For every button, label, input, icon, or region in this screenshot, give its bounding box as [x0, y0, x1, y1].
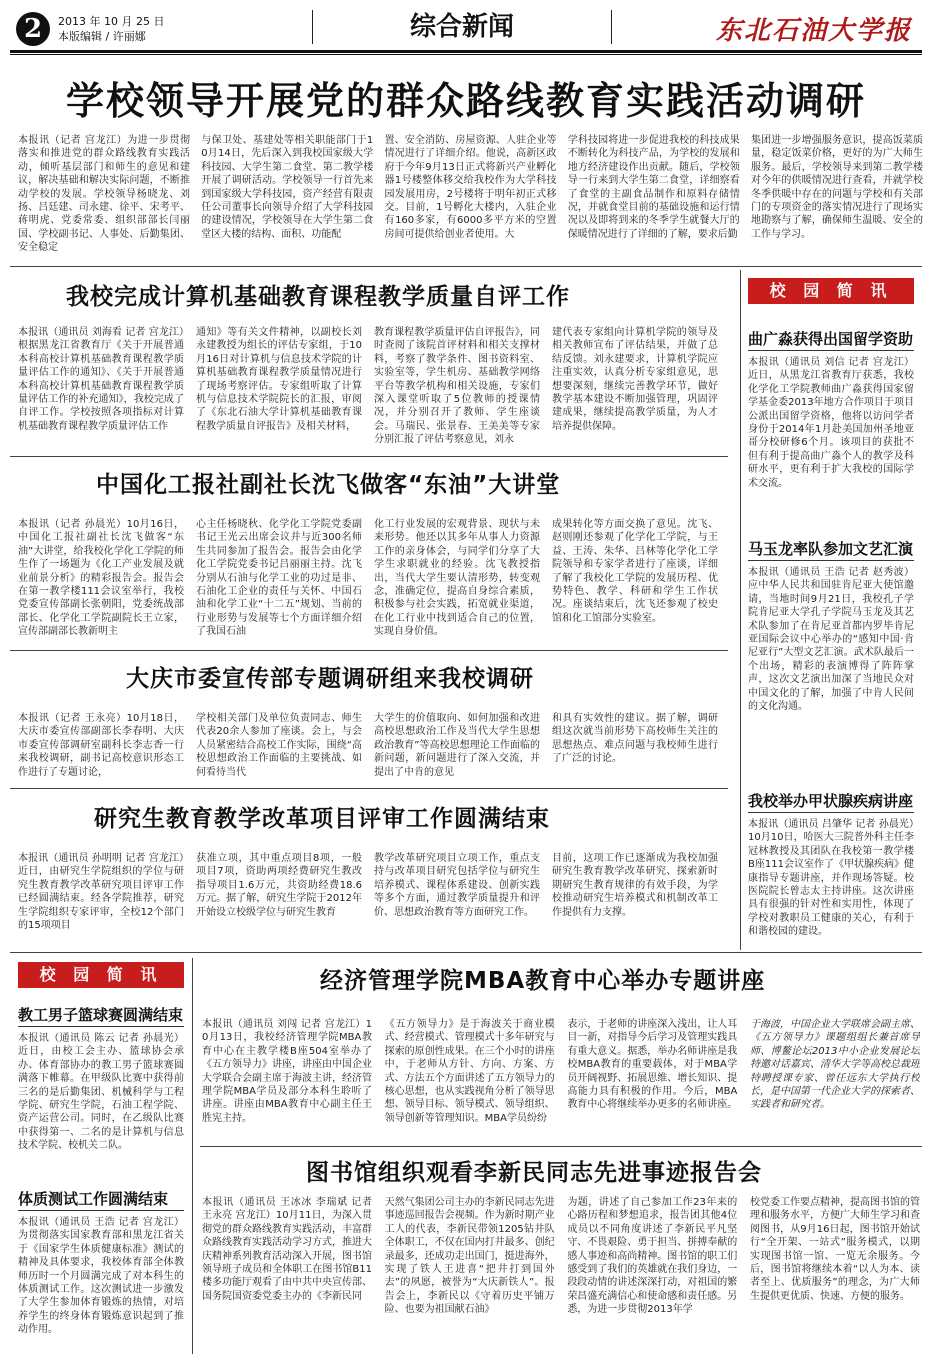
computer-col-3: 教育课程教学质量评估自评报告》，同时查阅了该院首评材料和相关支撑材料，考察了教学条件、图书资料室、实验室等，学生机房、基础教学网络平台等教学机构和相关设施，专家们深入课堂听取了5位教师的授课情况，并分别召开了教师、学生座谈会。马瑞民、张景春、王美美等专家分别汇报了评估考察意见，刘永 — [374, 327, 540, 446]
computer-story-body — [18, 326, 718, 450]
computer-col-1: 本报讯（通讯员 刘海看 记者 宫龙江）根据黑龙江省教育厅《关于开展普通本科高校计算机基础教育课程教学质量评估工作的通知》、《关于开展普通本科高校计算机基础教育课程教学质量评估工作的补充通知》，我校完成了自评工作。学校按照各项指标对计算机基础教育课程教学质量评估工作 — [18, 327, 184, 432]
brief-headline: 教工男子篮球赛圆满结束 — [18, 1006, 184, 1024]
library-headline: 图书馆组织观看李新民同志先进事迹报告会 — [306, 1160, 762, 1186]
computer-headline: 我校完成计算机基础教育课程教学质量自评工作 — [66, 284, 570, 310]
daqing-col-4: 和具有实效性的建议。据了解，调研组这次就当前形势下高校师生关注的思想热点、难点问题与我校师生进行了广泛的讨论。 — [552, 713, 718, 765]
chemistry-col-4: 成果转化等方面交换了意见。沈飞、赵则刚还参观了化学化工学院，与王益、王涛、朱华、吕林等化学化工学院领导和专家学者进行了座谈，详细了解了我校化工学院的发展历程、优势特色、教学、科研和学生工作状况。座谈结束后，沈飞还参观了校史馆和化工馆部分实验室。 — [552, 519, 718, 624]
computer-col-2: 通知》等有关文件精神，以副校长刘永建教授为组长的评估专家组，于10月16日对计算机与信息技术学院的计算机基础教育课程教学质量情况进行了现场考察评估。专家组听取了计算机与信息技术学院院长的汇报，审阅了《东北石油大学计算机基础教育课程教学质量自评报告》及相关材料， — [196, 327, 362, 432]
mba-col-1: 本报讯（通讯员 刘闯 记者 宫龙江）10月13日，我校经济管理学院MBA教育中心在主教学楼B座504室举办了《五方领导力》讲座，讲座由中国企业大学联合会副主席于海波主讲，经济管理学院MBA学员及部分本科生聆听了讲座。讲座由MBA教育中心副主任王胜宪主持。 — [202, 1019, 372, 1124]
section-title: 综合新闻 — [312, 10, 612, 44]
graduate-col-4: 目前，这项工作已逐渐成为我校加强研究生教育教学改革研究、探索新时期研究生教育规律的有效手段，为学校推动研究生培养模式和机制改革工作提供有力支撑。 — [552, 853, 718, 918]
masthead-rule — [10, 50, 922, 53]
sidebar-divider — [740, 270, 741, 950]
date-editor-block — [58, 14, 164, 44]
divider — [10, 788, 728, 789]
mba-col-4: 于海波，中国企业大学联席会副主席、《五方领导力》课题组组长兼首席导师、博鳌论坛2013中小企业发展论坛特邀对话嘉宾、清华大学等高校总裁班特聘授课专家、曾任远东大学执行校长，是中国第一代企业大学的探索者、实践者和研究者。 — [749, 1019, 920, 1111]
brief-body: 本报讯（通讯员 陈云 记者 孙晨光）近日，由校工会主办、篮球协会承办、体育部协办的教工男子篮球赛圆满落下帷幕。在甲级队比赛中获得前三名的是后勤集团、机械科学与工程学院、研究生学院，石油工程学院、资产运营公司。同时，在乙级队比赛中获得第一、二名的是计算机与信息技术学院、校机关二队。 — [18, 1033, 184, 1152]
chemistry-story-body — [18, 518, 718, 642]
daqing-story-body — [18, 712, 718, 782]
page-number: 2 — [16, 12, 50, 46]
lead-story-body — [18, 134, 923, 262]
library-story-body — [202, 1196, 920, 1350]
library-col-4: 校党委工作要点精神，提高图书馆的管理和服务水平，方便广大师生学习和查阅图书，从9月16日起，图书馆开始试行“全开架、一站式”服务模式，以期实现图书馆一馆、一览无余服务。今后，图书馆将继续本着“以人为本、读者至上、优质服务”的理念，为广大师生提供更优质、快速、方便的服务。 — [749, 1197, 920, 1302]
brief-rule — [748, 560, 914, 561]
brief-headline: 体质测试工作圆满结束 — [18, 1190, 169, 1208]
daqing-col-3: 大学生的价值取向、如何加强和改进高校思想政治工作及当代大学生思想政治教育”等高校思想理论工作面临的新问题，新问题进行了深入交流，并提出了中肯的意见 — [374, 713, 540, 778]
brief-body: 本报讯（通讯员 王浩 记者 宫龙江）为贯彻落实国家教育部和黑龙江省关于《国家学生体质健康标准》测试的精神及具体要求，我校体育部全体教师历时一个月圆满完成了对本科生的体质测试工作。这次测试进一步激发了大学生参加体育锻炼的热情，对培养学生的终身体育锻炼意识起到了推动作用。 — [18, 1217, 184, 1336]
brief-rule — [18, 1026, 184, 1027]
mba-headline: 经济管理学院MBA教育中心举办专题讲座 — [320, 968, 766, 994]
graduate-headline: 研究生教育教学改革项目评审工作圆满结束 — [94, 806, 550, 832]
brief-body: 本报讯（通讯员 刘信 记者 宫龙江）近日，从黑龙江省教育厅获悉，我校化学化工学院教师曲广淼获得国家留学基金委2013年地方合作项目于项目公派出国留学资格，他将以访问学者身份于2014年1月赴美国加州圣地亚哥分校研修6个月。该项目的获批不但有利于提高曲广淼个人的教学及科研水平，更有利于扩大我校的国际学术交流。 — [748, 357, 914, 489]
daqing-col-2: 学校相关部门及单位负责同志、师生代表20余人参加了座谈。会上，与会人员紧密结合高校工作实际，围绕“高校思想政治工作面临的主要挑战、如何看待当代 — [196, 713, 362, 778]
mba-col-2: 《五方领导力》是于海波关于商业模式、经营模式、管理模式十多年研究与探索的原创性成果。在三个小时的讲座中，于老师从方针、方向、方案、方式、方法五个方面讲述了五方领导力的核心思想，也从实践视角分析了领导思想、领导目标、领导模式、领导组织、领导创新等管理知识。MBA学员纷纷 — [384, 1019, 555, 1124]
lead-col-4: 学科技园将进一步促进我校的科技成果不断转化为科技产品，为学校的发展和地方经济建设作出贡献。随后，学校领导一行来到大学生第二食堂，详细察看了食堂的主副食品制作和原料存储情况，并就食堂目前的基础设施和运行情况以及即将到来的冬季学生就餐大厅的保暖情况进行了详细的了解，要求后勤 — [567, 135, 740, 240]
masthead-rule-thin — [10, 54, 922, 55]
brief-body: 本报讯（通讯员 吕肇华 记者 孙晨光）10月10日，哈医大三院普外科主任李冠林教授及其团队在我校第一教学楼B座111会议室作了《甲状腺疾病》健康指导专题讲座，并作现场答疑。校医院院长曾志太主持讲座。这次讲座具有很强的针对性和实用性，体现了学校对教职员工健康的关心，有利于和谐校园的建设。 — [748, 819, 914, 938]
lead-col-5: 集团进一步增强服务意识，提高饭菜质量，稳定饭菜价格，更好的为广大师生服务。最后，学校领导来到第二教学楼对今年的供暖情况进行查看，并就学校冬季供暖中存在的问题与学校和有关部门的专项资金的落实情况进行了现场实地勘察与了解，确保师生温暖、安全的工作与学习。 — [751, 135, 923, 240]
daqing-headline: 大庆市委宣传部专题调研组来我校调研 — [126, 666, 534, 692]
lead-col-1: 本报讯（记者 宫龙江）为进一步贯彻落实和推进党的群众路线教育实践活动，倾听基层部门和师生的意见和建议，解决基础和解决实际问题，不断推动学校的发展。学校领导杨晓龙、刘扬、吕廷建、司永建、徐平、宋考平、蒋明虎、党委常委、组织部部长闫丽国、学校副书记、人事处、后勤集团、安全稳定 — [18, 135, 190, 254]
computer-col-4: 建代表专家组向计算机学院的领导及相关教师宣布了评估结果，并做了总结反馈。刘永建要求，计算机学院应注重实效，认真分析专家组意见，思想要深刻，继续完善教学环节，做好教学基本建设不断加强管理，巩固评建成果，继续提高教学质量，为人才培养提供保障。 — [552, 327, 718, 432]
lead-headline: 学校领导开展党的群众路线教育实践活动调研 — [65, 79, 866, 123]
brief-headline: 曲广淼获得出国留学资助 — [748, 330, 914, 348]
graduate-col-1: 本报讯（通讯员 孙明明 记者 宫龙江）近日，由研究生学院组织的学位与研究生教育教学改革研究项目评审工作已经圆满结束。经各学院推荐，研究生学院组织专家评审，全校12个部门的15项项目 — [18, 853, 184, 932]
issue-date: 2013 年 10 月 25 日 — [58, 15, 165, 28]
masthead — [10, 6, 922, 52]
chemistry-col-2: 心主任杨晓秋、化学化工学院党委副书记王光云出席会议并与近300名师生共同参加了报告会。报告会由化学化工学院党委书记吕丽丽主持。沈飞分别从石油与化学工业的功过是非、石油化工企业的责任与关怀、中国石油和化学工业“十二五”规划、当前的行业形势与发展等七个方面详细介绍了我国石油 — [196, 519, 362, 638]
library-col-3: 为题，讲述了自己参加工作23年来的心路历程和梦想追求，报告团其他4位成员以不同角度讲述了李新民平凡坚守、不畏艰险、勇于担当、拼搏奉献的感人事迹和高尚精神。图书馆的职工们感受到了我们的英雄就在我们身边，一段段动情的讲述深深打动，对祖国的繁荣昌盛充满信心和使命感和责任感。另悉，为进一步贯彻2013年学 — [567, 1197, 738, 1316]
graduate-story-body — [18, 852, 718, 942]
graduate-col-3: 教学改革研究项目立项工作，重点支持与改革项目研究包括学位与研究生培养模式、课程体系建设、创新实践等多个方面，通过教学质量提升和评价、思想政治教育等方面研究工作。 — [374, 853, 540, 918]
divider — [10, 266, 922, 267]
sidebar-tag-left: 校 园 简 讯 — [18, 962, 184, 988]
brief-rule — [748, 350, 914, 351]
divider — [10, 952, 922, 953]
library-col-2: 天然气集团公司主办的李新民同志先进事迹巡回报告会视频。作为新时期产业工人的代表，李新民带领1205钻井队全体职工，不仅在国内打井最多、创纪录最多，还成功走出国门，挺进海外，实现了铁人王进喜“把井打到国外去”的夙愿，被誉为“大庆新铁人”。报告会上，李新民以《守着历史平铺万险、也要为祖国献石油》 — [384, 1197, 555, 1316]
divider — [200, 1146, 922, 1147]
brief-rule — [748, 812, 914, 813]
library-col-1: 本报讯（通讯员 王冰冰 李瑞斌 记者 王永亮 宫龙江）10月11日，为深入贯彻党的群众路线教育实践活动，丰富群众路线教育实践活动学习方式，推进大庆精神系列教育活动深入开展，图书馆领导班子成员和全体职工在图书馆B11楼多功能厅观看了由中共中央宣传部、国务院国资委党委主办的《李新民同 — [202, 1197, 372, 1302]
divider — [10, 456, 728, 457]
brief-body: 本报讯（通讯员 王浩 记者 赵秀波）应中华人民共和国驻肯尼亚大使馆邀请，当地时间9月21日，我校孔子学院肯尼亚大学孔子学院马玉龙及其艺术队参加了在肯尼亚首都内罗毕肯尼亚国际会议中心举办的“感知中国·肯尼亚行”大型文艺汇演。武术队最后一个出场，精彩的表演博得了阵阵掌声，这次文艺演出加深了当地民众对中国文化的了解，加强了中肯人民间的文化沟通。 — [748, 567, 914, 713]
sidebar-tag-right: 校 园 简 讯 — [748, 278, 914, 304]
chemistry-col-1: 本报讯（记者 孙晨光）10月16日，中国化工报社副社长沈飞做客“东油”大讲堂，给我校化学化工学院的师生作了一场题为《化工产业发展及就业前景分析》的精彩报告会。报告会在第一教学楼111会议室举行，我校党委宣传部副长张朝阳，党委统战部部长、化学化工学院副院长王立家，宣传部副部长教新明主 — [18, 519, 184, 638]
brief-headline: 我校举办甲状腺疾病讲座 — [748, 792, 914, 810]
mba-col-3: 表示，于老师的讲座深入浅出，让人耳目一新，对指导今后学习及管理实践具有重大意义。据悉，举办名师讲座是我校MBA教育的重要载体，对于MBA学员开阔视野、拓展思维、增长知识、提高能力具有积极的作用。今后，MBA教育中心将继续举办更多的名师讲座。 — [567, 1019, 738, 1111]
chemistry-col-3: 化工行业发展的宏观背景、现状与未来形势。他还以其多年从事人力资源工作的亲身体会，与同学们分享了大学生求职就业的经验。沈飞教授指出，当代大学生要认清形势，转变观念，准确定位，提高自身综合素质，积极参与社会实践，拓宽就业渠道，在化工行业中找到适合自己的位置，实现自身价值。 — [374, 519, 540, 638]
sidebar-divider — [192, 958, 193, 1354]
newspaper-logo: 东北石油大学报 — [715, 16, 912, 46]
brief-headline: 马玉龙率队参加文艺汇演 — [748, 540, 914, 558]
page-editor: 本版编辑 / 许丽娜 — [58, 30, 146, 43]
lead-col-2: 与保卫处、基建处等相关职能部门于10月14日，先后深入到我校国家级大学科技园、大学生第二食堂、第二教学楼开展了调研活动。学校领导一行首先来到国家级大学科技园，资产经营有限责任公司董事长向领导介绍了大学科技园的建设情况，学校领导在大学生第二食堂区大楼的结构、面积、功能配 — [201, 135, 374, 240]
mba-story-body — [202, 1018, 920, 1140]
divider — [10, 650, 728, 651]
brief-rule — [18, 1210, 184, 1211]
graduate-col-2: 获准立项，其中重点项目8项，一般项目7项，资助两项经费研究生教改指导项目1.6万元，共资助经费18.6万元。据了解，研究生学院于2012年开始设立校级学位与研究生教育 — [196, 853, 362, 918]
lead-col-3: 置、安全消防、房屋资源、人驻企业等情况进行了详细介绍。他说，高新区政府于今年9月13日正式将新兴产业孵化器1号楼整体移交给我校作为大学科技园发展用房，2号楼将于明年初正式移交。目前，1号孵化大楼内，入驻企业有160多家，有6000多平方米的空置房间可提供给创业者使用。大 — [384, 135, 557, 240]
daqing-col-1: 本报讯（记者 王永亮）10月18日，大庆市委宣传部副部长李春明、大庆市委宣传部调研室副科长李志香一行来我校调研，副书记高校意识形态工作进行了专题讨论， — [18, 713, 184, 778]
chemistry-headline: 中国化工报社副社长沈飞做客“东油”大讲堂 — [96, 472, 561, 498]
